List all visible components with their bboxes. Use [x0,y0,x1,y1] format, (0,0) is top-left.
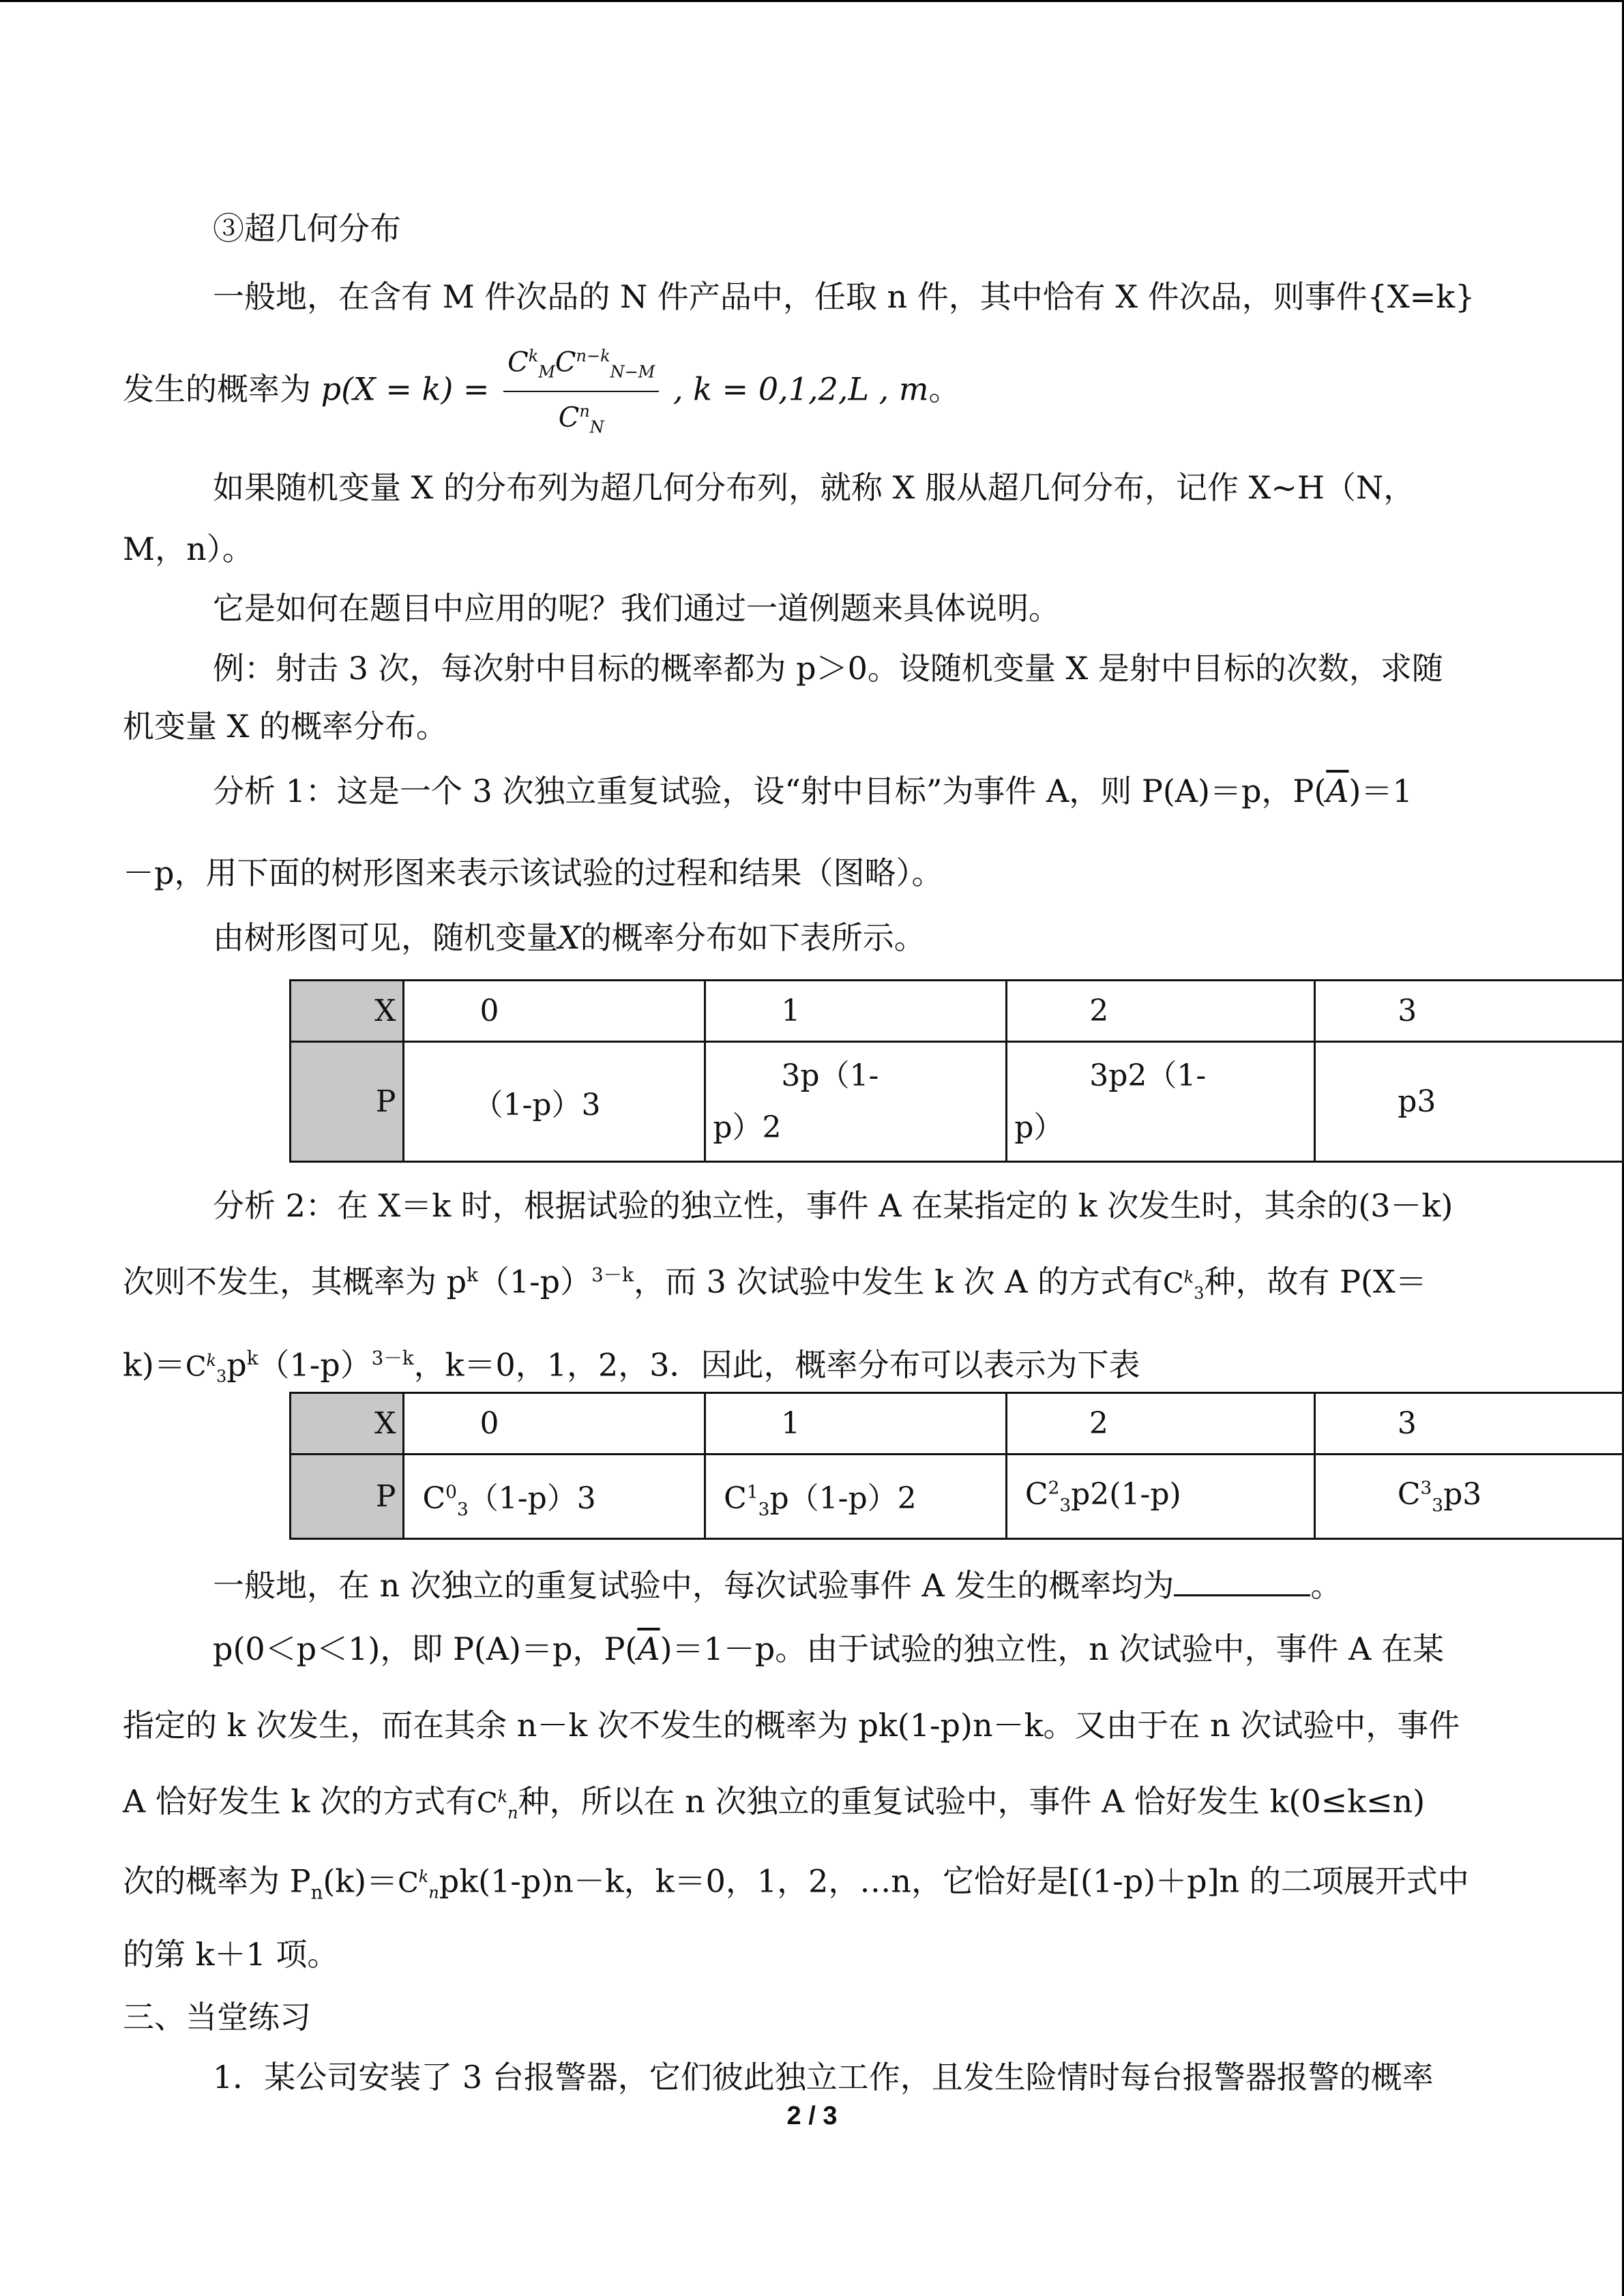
distribution-table-2 [289,1392,1624,1540]
table1-x-3: 3 [1315,981,1623,1042]
combination-c3k-2: $C^k_3$ [185,1351,227,1386]
combination-c3k: $C^k_3$ [1163,1268,1205,1303]
exercise-line-1: 1．某公司安装了 3 台报警器，它们彼此独立工作，且发生险情时每台报警器报警的概率 [213,2059,1434,2096]
table2-p-0: $C^0_3(1-p)3$ [404,1455,705,1539]
table2-row-p [291,1455,1623,1539]
general-line-2: p(0＜p＜1)，即 P(A)＝p，$P(\overline{A})=1-p$。由于试验的独立性，n 次试验中，事件 A 在某 [213,1630,1444,1667]
table1-p-2: 3p2（1- p） [1007,1042,1315,1162]
combination-cnk: $C^k_n$ [476,1787,518,1823]
formula-prefix: 发生的概率为 [123,370,311,408]
table-row-p [291,1042,1623,1162]
general-line-6: 的第 k＋1 项。 [123,1936,339,1973]
table1-x-label: X [291,981,404,1042]
table-row-x [291,981,1623,1042]
table2-p-label: P [291,1455,404,1539]
analysis2-line-2: 次则不发生，其概率为 $p^k(1-p)^{3-k}$，而 3 次试验中发生 k 次 A 的方式有$C^k_3$种，故有 P(X＝ [123,1255,1487,1313]
fraction-numerator: $C^k_MC^{n-k}_{N-M}$ [503,340,659,392]
analysis2-line-3: $k)=C^k_3p^k(1-p)^{3-k}$，k＝0，1，2，3．因此，概率分布可以表示为下表 [123,1338,1487,1397]
table1-p-0: （1-p）3 [404,1042,705,1162]
table2-x-3: 3 [1314,1393,1623,1455]
table1-p-label: P [291,1042,404,1162]
table1-p-3: p3 [1315,1042,1623,1162]
fraction-denominator: $C^n_N$ [558,402,604,437]
formula-end: 。 [928,370,960,408]
a-bar-2: $\overline{A}$ [637,1630,660,1667]
hyper-definition-line-2: M，n）。 [123,531,254,567]
hyper-intro-line-1: 一般地，在含有 M 件次品的 N 件产品中，任取 n 件，其中恰有 X 件次品，则事件{X=k} [213,278,1475,315]
a-bar: $\overline{A}$ [1326,773,1349,809]
general-line-5: 次的概率为 $P_n(k)=C^k_npk(1-p)n-k$，k＝0，1，2，…n，它恰好是[(1-p)＋p]n 的二项展开式中 [123,1856,1487,1913]
hyper-formula-line [123,340,1487,444]
example-line-2: 机变量 X 的概率分布。 [123,708,447,745]
section-heading: ③超几何分布 [213,210,401,247]
analysis1-line-2: －p，用下面的树形图来表示该试验的过程和结果（图略）。 [123,854,943,891]
formula-lhs: p(X = k) = [321,370,490,408]
table1-x-2: 2 [1007,981,1315,1042]
table2-x-1: 1 [705,1393,1007,1455]
combination-cnk-2: $C^k_n$ [398,1867,439,1903]
table2-p-1: $C^1_3p(1-p)2$ [705,1455,1007,1539]
table1-x-0: 0 [404,981,705,1042]
distribution-table-1 [289,979,1624,1163]
table2-p-2: $C^2_3p2(1-p)$ [1006,1455,1314,1539]
question-line: 它是如何在题目中应用的呢？我们通过一道例题来具体说明。 [213,590,1060,627]
analysis1-line-1: 分析 1：这是一个 3 次独立重复试验，设“射中目标”为事件 A，则 P(A)＝p，$P(\overline{A})=1$ [213,773,1413,809]
analysis2-line-1: 分析 2：在 X＝k 时，根据试验的独立性，事件 A 在某指定的 k 次发生时，其余的(3－k) [213,1187,1453,1224]
section-3-heading: 三、当堂练习 [123,1999,311,2036]
page-border-top [0,0,1624,2]
hyper-definition-line-1: 如果随机变量 X 的分布列为超几何分布列，就称 X 服从超几何分布，记作 X~H（N， [213,469,1415,506]
table1-x-1: 1 [705,981,1007,1042]
table1-p-1: 3p（1- p）2 [705,1042,1007,1162]
formula-rhs: , k = 0,1,2,L , m [673,370,929,408]
fill-in-blank [1174,1567,1310,1596]
general-line-4: A 恰好发生 k 次的方式有$C^k_n$种，所以在 n 次独立的重复试验中，事件 A 恰好发生 k(0≤k≤n) [123,1776,1487,1833]
table2-row-x [291,1393,1623,1455]
tree-sentence: 由树形图可见，随机变量X的概率分布如下表所示。 [213,919,926,956]
table2-x-0: 0 [404,1393,705,1455]
hypergeometric-fraction [503,340,659,444]
example-line-1: 例：射击 3 次，每次射中目标的概率都为 p＞0。设随机变量 X 是射中目标的次数，求随 [213,650,1443,687]
general-line-3: 指定的 k 次发生，而在其余 n－k 次不发生的概率为 pk(1-p)n－k。又由于在 n 次试验中，事件 [123,1707,1460,1744]
table2-x-label: X [291,1393,404,1455]
general-line-1: 一般地，在 n 次独立的重复试验中，每次试验事件 A 发生的概率均为 。 [213,1567,1342,1604]
page-number: 2 / 3 [786,2102,838,2130]
variable-x: X [558,919,580,956]
table2-p-3: $C^3_3p3$ [1314,1455,1623,1539]
table2-x-2: 2 [1006,1393,1314,1455]
